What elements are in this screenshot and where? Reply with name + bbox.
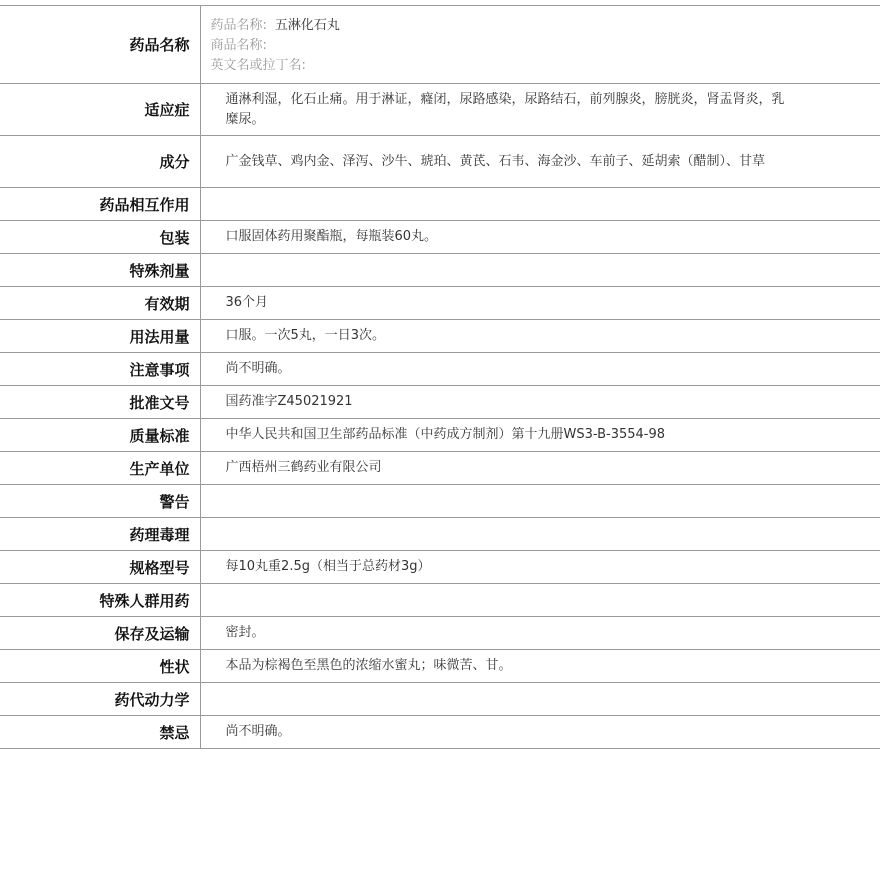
table-row-usage bbox=[0, 320, 880, 353]
row-value: 本品为棕褐色至黑色的浓缩水蜜丸；味微苦、甘。 bbox=[225, 658, 512, 673]
row-value: 中华人民共和国卫生部药品标准（中药成方制剂）第十九册WS3-B-3554-98 bbox=[225, 427, 666, 442]
table-row-manufacturer bbox=[0, 452, 880, 485]
table-row-approval bbox=[0, 386, 880, 419]
table-row-name bbox=[0, 6, 880, 84]
table-row-appearance bbox=[0, 650, 880, 683]
table-row-special-populations bbox=[0, 584, 880, 617]
row-label: 特殊人群用药 bbox=[0, 584, 200, 617]
row-value bbox=[200, 485, 880, 518]
row-label: 性状 bbox=[0, 650, 200, 683]
table-row-special-dosage bbox=[0, 254, 880, 287]
row-value: 通淋利湿，化石止痛。用于淋证，癃闭，尿路感染，尿路结石，前列腺炎，膀胱炎，肾盂肾炎，乳糜尿。 bbox=[225, 91, 785, 127]
row-label: 质量标准 bbox=[0, 419, 200, 452]
table-row-warning bbox=[0, 485, 880, 518]
row-value: 口服固体药用聚酯瓶，每瓶装60丸。 bbox=[225, 229, 438, 244]
row-label: 特殊剂量 bbox=[0, 254, 200, 287]
name-cell bbox=[200, 6, 880, 84]
table-row-packaging bbox=[0, 221, 880, 254]
row-label: 生产单位 bbox=[0, 452, 200, 485]
row-label: 批准文号 bbox=[0, 386, 200, 419]
row-value: 密封。 bbox=[225, 625, 265, 640]
table-row-storage bbox=[0, 617, 880, 650]
table-row-precautions bbox=[0, 353, 880, 386]
row-label: 药理毒理 bbox=[0, 518, 200, 551]
row-value bbox=[200, 584, 880, 617]
row-label: 警告 bbox=[0, 485, 200, 518]
row-value: 广金钱草、鸡内金、泽泻、沙牛、琥珀、黄芪、石韦、海金沙、车前子、延胡索（醋制）、甘草 bbox=[225, 153, 766, 169]
row-value bbox=[200, 518, 880, 551]
row-value bbox=[200, 254, 880, 287]
table-row-pharmacology bbox=[0, 518, 880, 551]
table-row-pharmacokinetics bbox=[0, 683, 880, 716]
row-label: 用法用量 bbox=[0, 320, 200, 353]
row-value: 口服。一次5丸，一日3次。 bbox=[225, 328, 386, 343]
row-label: 药品相互作用 bbox=[0, 188, 200, 221]
row-label: 成分 bbox=[0, 136, 200, 188]
row-label: 禁忌 bbox=[0, 716, 200, 749]
trade-name-line bbox=[211, 36, 791, 56]
generic-name-line bbox=[211, 16, 791, 36]
row-value bbox=[200, 683, 880, 716]
row-label: 保存及运输 bbox=[0, 617, 200, 650]
generic-name-label: 药品名称: bbox=[210, 18, 267, 33]
table-row-shelf-life bbox=[0, 287, 880, 320]
row-label: 药代动力学 bbox=[0, 683, 200, 716]
row-label: 适应症 bbox=[0, 84, 200, 136]
row-label: 注意事项 bbox=[0, 353, 200, 386]
row-value: 广西梧州三鹤药业有限公司 bbox=[225, 460, 382, 475]
row-label: 规格型号 bbox=[0, 551, 200, 584]
table-row-interactions bbox=[0, 188, 880, 221]
table-row-specification bbox=[0, 551, 880, 584]
row-label: 包装 bbox=[0, 221, 200, 254]
table-row-indications bbox=[0, 84, 880, 136]
row-label: 药品名称 bbox=[0, 6, 200, 84]
drug-info-table bbox=[0, 5, 880, 749]
row-value: 每10丸重2.5g（相当于总药材3g） bbox=[225, 559, 431, 574]
row-label: 有效期 bbox=[0, 287, 200, 320]
row-value: 尚不明确。 bbox=[225, 361, 291, 376]
row-value: 国药准字Z45021921 bbox=[225, 394, 353, 409]
row-value bbox=[200, 188, 880, 221]
table-row-standard bbox=[0, 419, 880, 452]
row-value: 尚不明确。 bbox=[225, 724, 291, 739]
table-row-ingredients bbox=[0, 136, 880, 188]
latin-name-label: 英文名或拉丁名: bbox=[210, 58, 306, 73]
generic-name-value: 五淋化石丸 bbox=[274, 18, 340, 33]
row-value: 36个月 bbox=[225, 295, 269, 310]
table-row-contraindications bbox=[0, 716, 880, 749]
latin-name-line bbox=[211, 56, 791, 76]
trade-name-label: 商品名称: bbox=[210, 38, 267, 53]
